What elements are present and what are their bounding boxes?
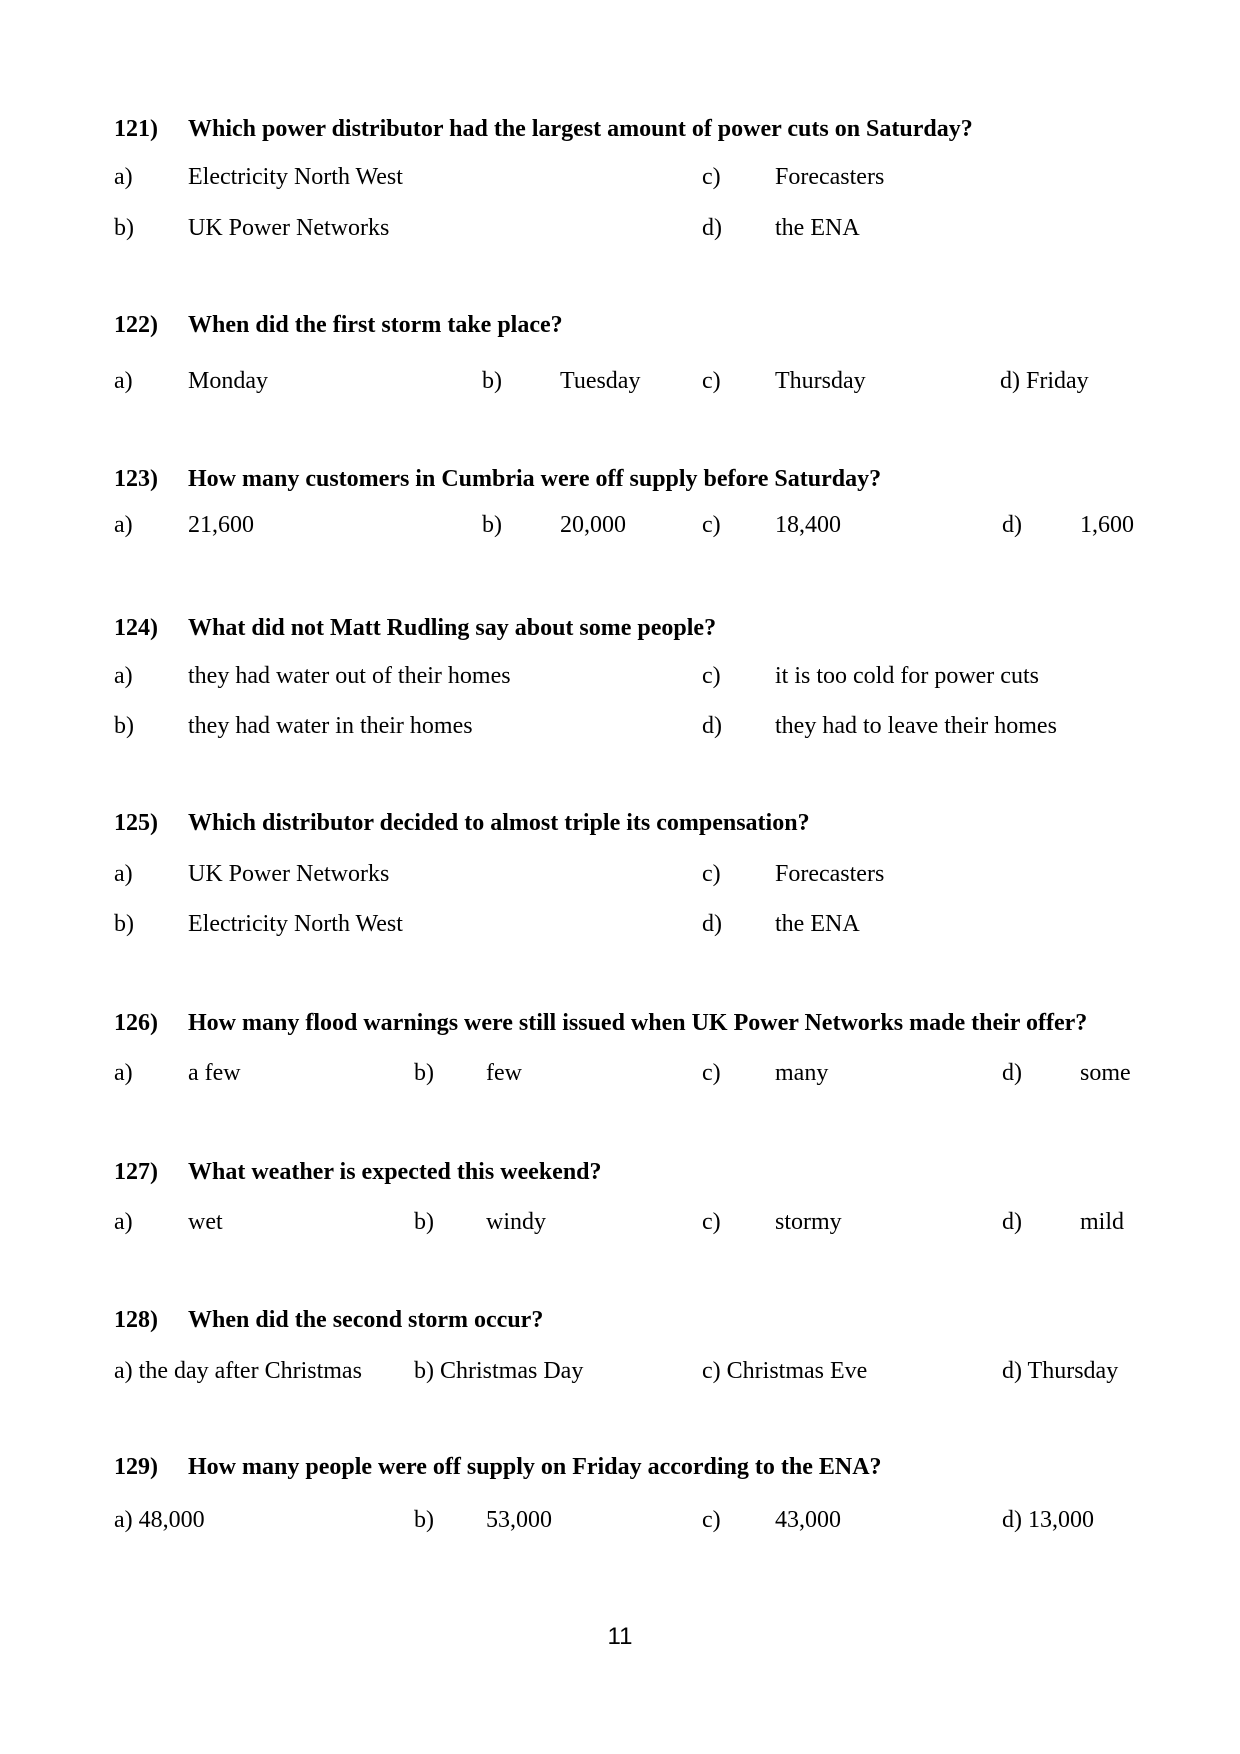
option-text: Tuesday [560,368,641,394]
option-text: d) Thursday [1002,1358,1119,1384]
option-letter: a) [114,368,133,394]
question-text: How many customers in Cumbria were off supply before Saturday? [188,466,882,492]
option-letter: a) [114,663,133,689]
question-text: How many people were off supply on Friday according to the ENA? [188,1454,882,1480]
option-letter: a) [114,1060,133,1086]
option-text: a) the day after Christmas [114,1358,362,1384]
option-text: the ENA [775,215,860,241]
option-letter: b) [414,1507,434,1533]
question-number: 126) [114,1010,158,1036]
option-letter: c) [702,368,721,394]
option-letter: a) [114,164,133,190]
question-text: Which distributor decided to almost triple its compensation? [188,810,810,836]
option-text: Forecasters [775,861,885,887]
option-text: UK Power Networks [188,215,390,241]
option-letter: c) [702,164,721,190]
question-text: What weather is expected this weekend? [188,1159,602,1185]
option-text: many [775,1060,829,1086]
option-text: a) 48,000 [114,1507,205,1533]
question-number: 129) [114,1454,158,1480]
option-letter: b) [414,1209,434,1235]
option-letter: b) [114,911,134,937]
option-text: Forecasters [775,164,885,190]
question-number: 127) [114,1159,158,1185]
option-text: UK Power Networks [188,861,390,887]
option-letter: b) [114,713,134,739]
question-text: When did the second storm occur? [188,1307,544,1333]
option-text: they had water in their homes [188,713,473,739]
option-text: they had water out of their homes [188,663,511,689]
option-letter: d) [702,911,722,937]
option-text: 21,600 [188,512,254,538]
option-text: b) Christmas Day [414,1358,584,1384]
option-text: c) Christmas Eve [702,1358,868,1384]
option-text: d) Friday [1000,368,1089,394]
option-letter: a) [114,512,133,538]
option-text: they had to leave their homes [775,713,1057,739]
question-number: 128) [114,1307,158,1333]
option-text: the ENA [775,911,860,937]
option-letter: c) [702,1060,721,1086]
option-text: windy [486,1209,546,1235]
question-text: How many flood warnings were still issued when UK Power Networks made their offer? [188,1010,1088,1036]
option-letter: d) [702,713,722,739]
option-text: Electricity North West [188,911,403,937]
option-letter: c) [702,861,721,887]
question-number: 124) [114,615,158,641]
question-number: 121) [114,116,158,142]
option-text: d) 13,000 [1002,1507,1094,1533]
option-letter: b) [482,368,502,394]
question-number: 125) [114,810,158,836]
option-text: Monday [188,368,268,394]
question-text: What did not Matt Rudling say about some people? [188,615,717,641]
option-letter: b) [482,512,502,538]
option-letter: d) [1002,1060,1022,1086]
option-text: 20,000 [560,512,626,538]
option-text: mild [1080,1209,1125,1235]
option-text: Thursday [775,368,866,394]
option-letter: c) [702,1507,721,1533]
option-text: 1,600 [1080,512,1134,538]
option-text: some [1080,1060,1131,1086]
option-letter: c) [702,512,721,538]
option-letter: b) [114,215,134,241]
option-letter: d) [1002,1209,1022,1235]
option-text: 43,000 [775,1507,841,1533]
option-text: 53,000 [486,1507,552,1533]
option-text: wet [188,1209,223,1235]
page-number: 11 [607,1623,633,1650]
option-letter: b) [414,1060,434,1086]
question-number: 123) [114,466,158,492]
option-letter: d) [1002,512,1022,538]
option-letter: d) [702,215,722,241]
question-text: Which power distributor had the largest amount of power cuts on Saturday? [188,116,973,142]
option-text: stormy [775,1209,842,1235]
question-text: When did the first storm take place? [188,312,563,338]
option-letter: a) [114,861,133,887]
option-text: 18,400 [775,512,841,538]
option-letter: a) [114,1209,133,1235]
option-letter: c) [702,663,721,689]
option-text: Electricity North West [188,164,403,190]
option-text: a few [188,1060,241,1086]
option-letter: c) [702,1209,721,1235]
question-number: 122) [114,312,158,338]
option-text: few [486,1060,522,1086]
option-text: it is too cold for power cuts [775,663,1039,689]
